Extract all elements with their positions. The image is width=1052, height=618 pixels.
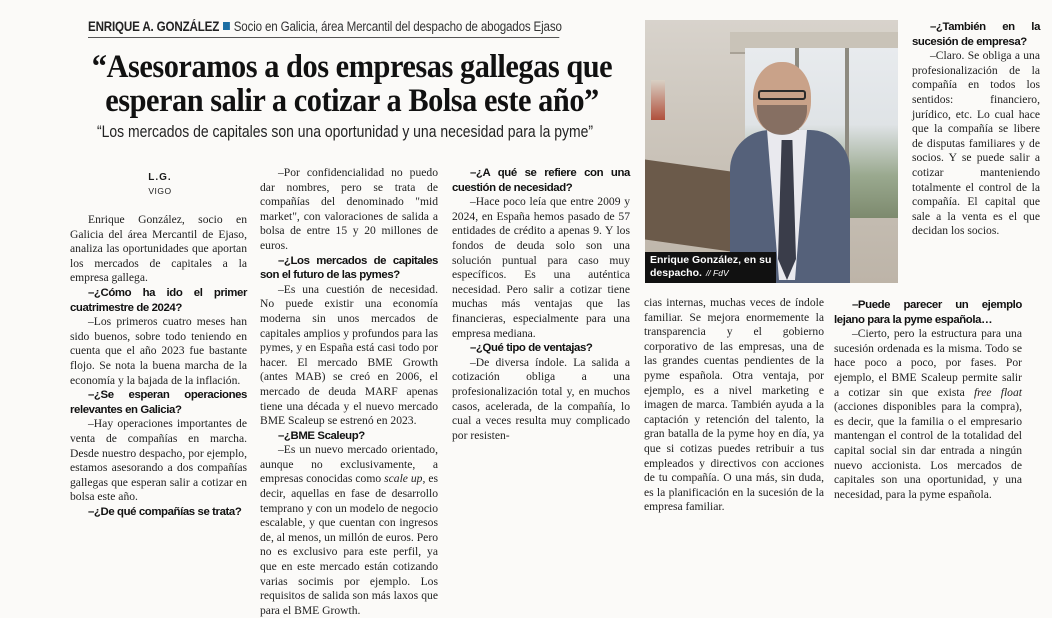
question: –¿BME Scaleup? [278, 429, 365, 442]
article-column-5-bottom [834, 298, 1022, 502]
interviewee-role: Socio en Galicia, área Mercantil del despacho de abogados Ejaso [233, 19, 562, 34]
answer-emphasis: free float [973, 385, 1022, 399]
question: –¿Cómo ha ido el primer cuatrimestre de 2024? [70, 286, 247, 314]
answer [834, 327, 1022, 502]
question: –¿De qué compañías se trata? [88, 505, 242, 518]
question: –¿Qué tipo de ventajas? [470, 342, 593, 355]
answer: –Es una cuestión de necesidad. No puede existir una economía moderna sin unos mercados de capitales amplios y profundos para las pymes, y en España está casi todo por hacer. El mercado BME Growth (antes MAB) se creó en 2006, el mercado de deuda MARF apenas tiene una década y el nuevo mercado BME Scaleup se estrenó en 2023. [260, 282, 438, 428]
photo-credit: // FdV [705, 268, 729, 278]
answer: –De diversa índole. La salida a cotización obliga a una profesionalización total y, en muchos casos, acelerada, de la compañía, lo cual a veces resulta muy complicado por resisten- [452, 355, 630, 442]
interviewee-name: ENRIQUE A. GONZÁLEZ [88, 19, 220, 34]
answer-text: (acciones disponibles para la compra), es decir, que la familia o el empresario mantengan el control de la totalidad del capital social sin dar entrada a ningún nuevo accionista. Los mercados de capitales son una oportunidad, y una necesidad, para la pyme española. [834, 400, 1022, 501]
question: –¿Se esperan operaciones relevantes en Galicia? [70, 389, 247, 416]
answer: –Por confidencialidad no puedo dar nombres, pero se trata de compañías del denominado "mid market", con valoraciones de salida a bolsa de entre 15 y 20 millones de euros. [260, 166, 438, 252]
question: –¿A qué se refiere con una cuestión de necesidad? [452, 167, 630, 194]
subheadline: “Los mercados de capitales son una oportunidad y una necesidad para la pyme” [97, 122, 593, 141]
answer-continued: cias internas, muchas veces de índole familiar. Se mejora enormemente la transparencia y el gobierno corporativo de las empresas, una de las grandes cuentas pendientes de la pyme española. Otra ventaja, por ejemplo, es a nivel marketing e imagen de marca. También ayuda a la captación y retención del talento, la gran batalla de la pyme hoy en día, ya que si cotizas puedes retribuir a tus empleados y directivos con acciones de tu compañía. O una más, sin duda, es la planificación en la sucesión de la empresa familiar. [644, 296, 824, 514]
article-column-2 [260, 166, 438, 618]
square-bullet-icon [223, 22, 230, 30]
byline-author: L.G. [148, 172, 172, 183]
wall-art [651, 80, 665, 120]
answer-text: –Es un nuevo mercado orientado, aunque no exclusivamente, a empresas conocidas como [260, 443, 438, 486]
answer: –Claro. Se obliga a una profesionalización de la compañía en todos los sentidos: financiero, jurídico, etc. Lo cual hace que la compañía se libere de disputas familiares y de socios. Y se puede salir a cotizar manteniendo totalmente el control de la compañía. El capital que sale a la venta es el que decidan los socios. [912, 49, 1040, 238]
answer: –Hace poco leía que entre 2009 y 2024, en España hemos pasado de 57 entidades de crédito a apenas 9. Y los fondos de deuda solo son una solución puntual para caso muy específicos. Es una auténtica necesidad. Pero salir a cotizar tiene muchas más ventajas que las financieras, especialmente para una empresa mediana. [452, 195, 630, 340]
answer: –Hay operaciones importantes de venta de compañías en marcha. Desde nuestro despacho, por ejemplo, estamos asesorando a dos compañías gallegas que esperan salir a cotizar en bolsa este año. [70, 417, 247, 504]
caption-line-1: Enrique González, en su [650, 254, 772, 266]
answer [260, 443, 438, 618]
article-column-5-top [912, 20, 1040, 239]
question: –Puede parecer un ejemplo lejano para la pyme española… [834, 299, 1022, 326]
answer-emphasis: scale up, [384, 472, 426, 486]
intro-paragraph: Enrique González, socio en Galicia del área Mercantil de Ejaso, analiza las oportunidades que aportan los mercados de capitales a la empresa gallega. [70, 213, 247, 285]
article-column-3 [452, 166, 630, 443]
interviewee-photo [645, 20, 898, 283]
answer: –Los primeros cuatro meses han sido buenos, sobre todo teniendo en cuenta que el año 2023 fue bastante flojo. Se nota la buena marcha de la economía y la bajada de la inflación. [70, 315, 247, 387]
person-glasses [758, 90, 806, 100]
byline [120, 172, 200, 196]
question: –¿Los mercados de capitales son el futuro de las pymes? [260, 254, 438, 282]
photo-caption [645, 252, 776, 283]
article-column-4 [644, 296, 824, 515]
article-column-1 [70, 213, 247, 519]
question: –¿También en la sucesión de empresa? [912, 21, 1040, 48]
byline-location: VIGO [148, 186, 172, 196]
answer-text: –Cierto, pero la estructura para una sucesión ordenada es la misma. Todo se hace poco a poco, por fases. Por ejemplo, el BME Scaleup permite salir a cotizar sin que exista [834, 327, 1022, 399]
kicker [88, 19, 562, 38]
caption-line-2: despacho. [650, 267, 702, 279]
headline: “Asesoramos a dos empresas gallegas que esperan salir a cotizar a Bolsa este año” [91, 49, 613, 119]
answer-text: es decir, aquellas en fase de desarrollo temprano y con un modelo de negocio escalable, y que cuentan con ingresos de, al menos, un millón de euros. Pero no es exclusivo para este perfil, ya que en este mercado están cotizando varias socimis por ejemplo. Los requisitos de salida son más laxos que para el BME Growth. [260, 472, 438, 617]
